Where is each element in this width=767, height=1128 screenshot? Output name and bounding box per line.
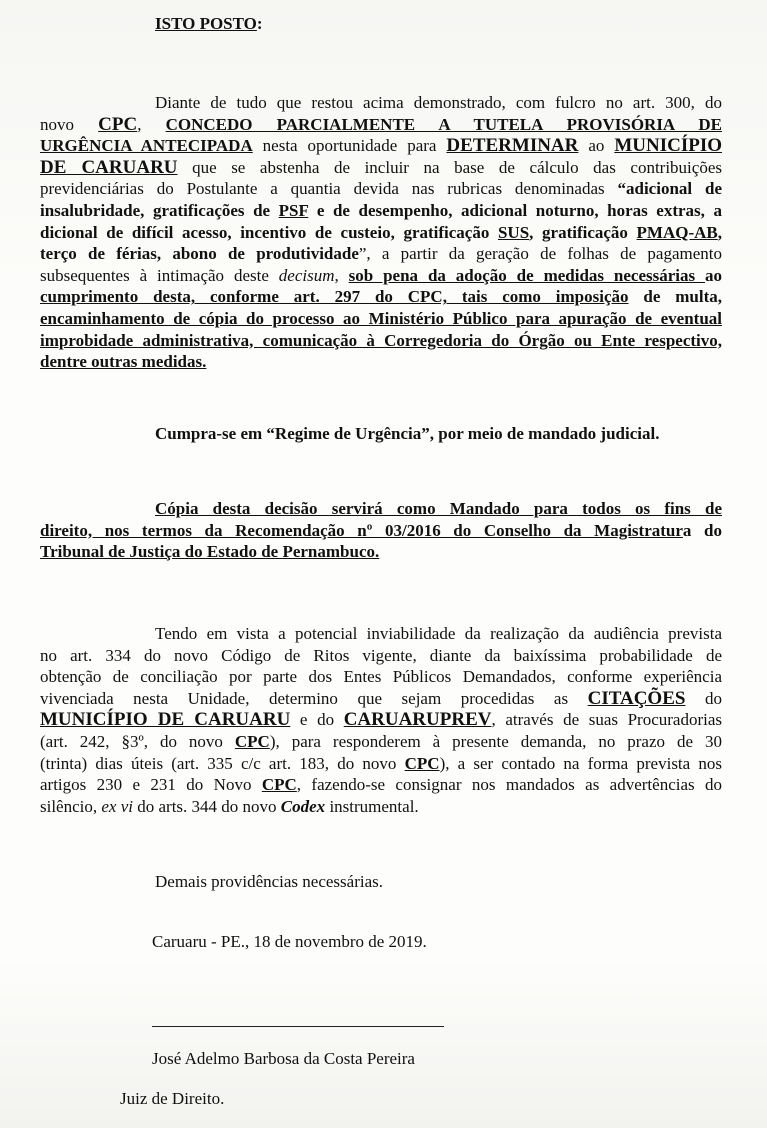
paragraph-line: [40, 178, 722, 200]
line-text: ,: [137, 114, 166, 134]
paragraph-line: [40, 200, 722, 222]
section-heading: [155, 14, 263, 34]
paragraph-line: [40, 157, 722, 179]
caruaruprev-name: CARUARUPREV: [343, 709, 492, 731]
rubrics-text: e de desempenho, adicional noturno, horas extras, a: [308, 200, 722, 220]
rubrics-text: SUS: [497, 222, 530, 242]
rubrics-text: PMAQ-AB: [636, 222, 718, 242]
cpc-reference: CPC: [261, 775, 297, 795]
line-text: instrumental.: [325, 796, 419, 816]
line-text: silêncio,: [40, 796, 102, 816]
line-text: e do: [290, 710, 344, 730]
rubrics-text: PSF: [278, 200, 309, 220]
line-text: obtenção de conciliação por parte dos Entes Públicos Demandados, conforme experiência: [40, 667, 722, 687]
penalty-text: cumprimento desta, conforme art. 297 do CPC, tais como imposição: [40, 287, 629, 307]
mandate-text: Cópia desta decisão servirá como Mandado para todos os fins de: [155, 499, 722, 518]
paragraph-line: [40, 243, 722, 265]
rubrics-text: terço de férias, abono de produtividade: [40, 244, 359, 264]
rubrics-text: insalubridade, gratificações de: [40, 200, 279, 220]
paragraph-line: [40, 731, 722, 753]
paragraph-line: [40, 265, 722, 287]
paragraph-line: [40, 541, 722, 563]
penalty-text: de multa,: [628, 287, 722, 307]
line-text: (art. 242, §3º, do novo: [40, 731, 235, 751]
heading-text: ISTO POSTO: [155, 14, 257, 33]
signature-line: [152, 1026, 444, 1027]
paragraph-line: [40, 753, 722, 775]
rubrics-text: “adicional de: [617, 179, 722, 199]
paragraph-line: [40, 351, 722, 373]
penalty-text: dentre outras medidas.: [40, 352, 207, 372]
cpc-reference: CPC: [234, 731, 270, 751]
determine-text: DETERMINAR: [446, 135, 579, 157]
paragraph-line: [40, 222, 722, 244]
heading-colon: :: [256, 14, 263, 33]
line-text: Diante de tudo que restou acima demonstrado, com fulcro no art. 300, do: [155, 93, 722, 112]
line-text: , através de suas Procuradorias: [491, 710, 723, 730]
penalty-text: encaminhamento de cópia do processo ao Ministério Público para apuração de eventual: [40, 308, 722, 328]
penalty-text: sob pena da adoção de medidas necessárias: [348, 265, 706, 285]
latin-term: ex vi: [101, 796, 133, 816]
paragraph-line: [40, 498, 722, 520]
mandate-paragraph: [40, 498, 722, 563]
line-text: ), a ser contado na forma prevista nos: [439, 753, 722, 773]
municipality-name: MUNICÍPIO DE CARUARU: [40, 709, 291, 731]
line-text: Tendo em vista a potencial inviabilidade da realização da audiência prevista: [155, 624, 722, 643]
line-text: nesta oportunidade para: [252, 136, 447, 156]
line-text: ”, a partir da geração de folhas de pagamento: [358, 244, 722, 264]
line-text: , fazendo-se consignar nos mandados as advertências do: [296, 775, 722, 795]
ruling-text: URGÊNCIA ANTECIPADA: [40, 136, 253, 156]
rubrics-text: , gratificação: [529, 222, 637, 242]
cpc-reference: CPC: [404, 753, 440, 773]
line-text: ), para responderem à presente demanda, no prazo de 30: [269, 731, 722, 751]
ruling-text: CONCEDO PARCIALMENTE A TUTELA PROVISÓRIA DE: [165, 114, 723, 134]
mandate-text: Tribunal de Justiça do Estado de Pernambuco.: [40, 542, 380, 562]
citations-text: CITAÇÕES: [587, 687, 686, 709]
latin-term: decisum: [278, 265, 335, 285]
penalty-text: ao: [705, 265, 723, 285]
line-text: ao: [578, 136, 615, 156]
cpc-reference: CPC: [98, 113, 138, 135]
rubrics-text: ,: [717, 222, 723, 242]
line-text: (trinta) dias úteis (art. 335 c/c art. 183, do novo: [40, 753, 405, 773]
paragraph-line: [40, 709, 722, 731]
municipality-name: DE CARUARU: [40, 156, 178, 178]
signer-title: Juiz de Direito.: [120, 1089, 225, 1108]
paragraph-line: [40, 774, 722, 796]
line-text: novo: [40, 114, 99, 134]
date-line: Caruaru - PE., 18 de novembro de 2019.: [152, 932, 427, 951]
line-text: no art. 334 do novo Código de Ritos vigente, diante da baixíssima probabilidade de: [40, 645, 722, 665]
penalty-text: improbidade administrativa, comunicação à Corregedoria do Órgão ou Ente respectivo,: [40, 330, 722, 350]
paragraph-line: [40, 688, 722, 710]
line-text: subsequentes à intimação deste: [40, 265, 279, 285]
paragraph-line: [40, 135, 722, 157]
paragraph-line: [40, 520, 722, 542]
line-text: previdenciárias do Postulante a quantia devida nas rubricas denominadas: [40, 179, 618, 199]
paragraph-line: [40, 623, 722, 645]
paragraph-line: [40, 114, 722, 136]
line-text: vivenciada nesta Unidade, determino que sejam procedidas as: [40, 688, 588, 708]
paragraph-line: [40, 308, 722, 330]
paragraph-line: [40, 286, 722, 308]
decision-paragraph: [40, 92, 722, 373]
line-text: do arts. 344 do novo: [133, 796, 281, 816]
line-text: que se abstenha de incluir na base de cálculo das contribuições: [177, 157, 722, 177]
paragraph-line: [40, 92, 722, 114]
urgency-order: Cumpra-se em “Regime de Urgência”, por meio de mandado judicial.: [155, 424, 660, 443]
mandate-text: direito, nos termos da Recomendação nº 03/2016 do Conselho da Magistratur: [40, 520, 683, 540]
line-text: do: [685, 688, 722, 708]
signer-name: José Adelmo Barbosa da Costa Pereira: [152, 1049, 415, 1068]
paragraph-line: [40, 330, 722, 352]
rubrics-text: dicional de difícil acesso, incentivo de custeio, gratificação: [40, 222, 498, 242]
municipality-name: MUNICÍPIO: [614, 135, 722, 157]
line-text: ,: [334, 265, 349, 285]
paragraph-line: [40, 666, 722, 688]
closing-remark: Demais providências necessárias.: [155, 872, 383, 891]
latin-term: Codex: [280, 796, 326, 816]
line-text: artigos 230 e 231 do Novo: [40, 775, 262, 795]
mandate-text: a do: [682, 520, 722, 540]
citation-paragraph: [40, 623, 722, 817]
paragraph-line: [40, 645, 722, 667]
paragraph-line: [40, 796, 722, 818]
